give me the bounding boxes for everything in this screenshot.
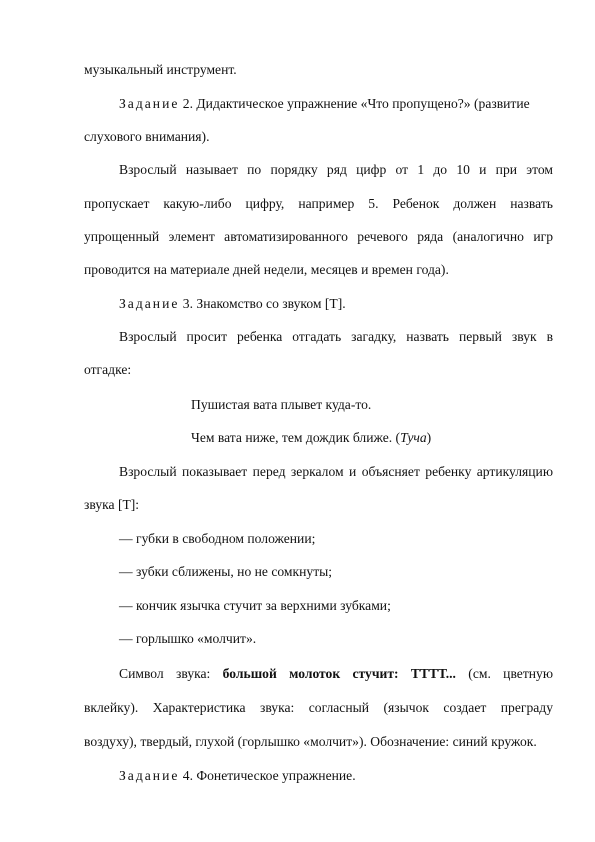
line-text: музыкальный инструмент. <box>84 62 237 77</box>
riddle-text: Пушистая вата плывет куда-то. <box>191 397 372 412</box>
line-text: звука [Т]: <box>84 497 140 512</box>
list-item-text: — зубки сближены, но не сомкнуты; <box>119 564 333 579</box>
task-title: 2. Дидактическое упражнение «Что пропущено?» (развитие <box>182 96 530 111</box>
text-line <box>84 497 553 513</box>
task-heading <box>119 296 553 312</box>
line-text: Символ звука: <box>119 666 223 681</box>
list-item <box>119 598 553 614</box>
riddle-paren: ) <box>426 430 432 445</box>
text-line: Взрослый просит ребенка отгадать загадку, назвать первый звук в <box>119 329 553 344</box>
text-line: пропускает какую-либо цифру, например 5. Ребенок должен назвать <box>84 196 553 211</box>
task-heading <box>119 96 553 112</box>
task-word: Задание <box>119 96 180 111</box>
sound-symbol-text: большой молоток стучит: ТТТТ... <box>222 666 456 681</box>
text-line <box>84 62 553 78</box>
riddle-text: Чем вата ниже, тем дождик ближе. ( <box>191 430 401 445</box>
list-item <box>119 531 553 547</box>
text-line <box>119 666 553 682</box>
text-line <box>84 262 553 278</box>
list-item <box>119 564 553 580</box>
line-text: проводится на материале дней недели, месяцев и времен года). <box>84 262 449 277</box>
list-item-text: — горлышко «молчит». <box>119 631 257 646</box>
task-title: 3. Знакомство со звуком [Т]. <box>182 296 346 311</box>
line-text: воздуху), твердый, глухой (горлышко «молчит»). Обозначение: синий кружок. <box>84 734 537 749</box>
text-line: упрощенный элемент автоматизированного речевого ряда (аналогично игр <box>84 229 553 244</box>
text-line: Взрослый называет по порядку ряд цифр от 1 до 10 и при этом <box>119 162 553 177</box>
list-item-text: — губки в свободном положении; <box>119 531 316 546</box>
task-word: Задание <box>119 768 180 783</box>
riddle-line <box>191 397 551 413</box>
task-title: 4. Фонетическое упражнение. <box>182 768 356 783</box>
text-line: вклейку). Характеристика звука: согласный (язычок создает преграду <box>84 700 553 715</box>
text-line <box>84 362 553 378</box>
line-text: (см. цветную <box>455 666 553 681</box>
text-line: Взрослый показывает перед зеркалом и объясняет ребенку артикуляцию <box>119 464 553 479</box>
text-line <box>84 129 553 145</box>
list-item <box>119 631 553 647</box>
task-heading <box>119 768 553 784</box>
text-line <box>84 734 553 750</box>
list-item-text: — кончик язычка стучит за верхними зубками; <box>119 598 391 613</box>
line-text: слухового внимания). <box>84 129 210 144</box>
riddle-line <box>191 430 551 446</box>
task-word: Задание <box>119 296 180 311</box>
riddle-answer: Туча <box>400 430 427 445</box>
line-text: отгадке: <box>84 362 132 377</box>
